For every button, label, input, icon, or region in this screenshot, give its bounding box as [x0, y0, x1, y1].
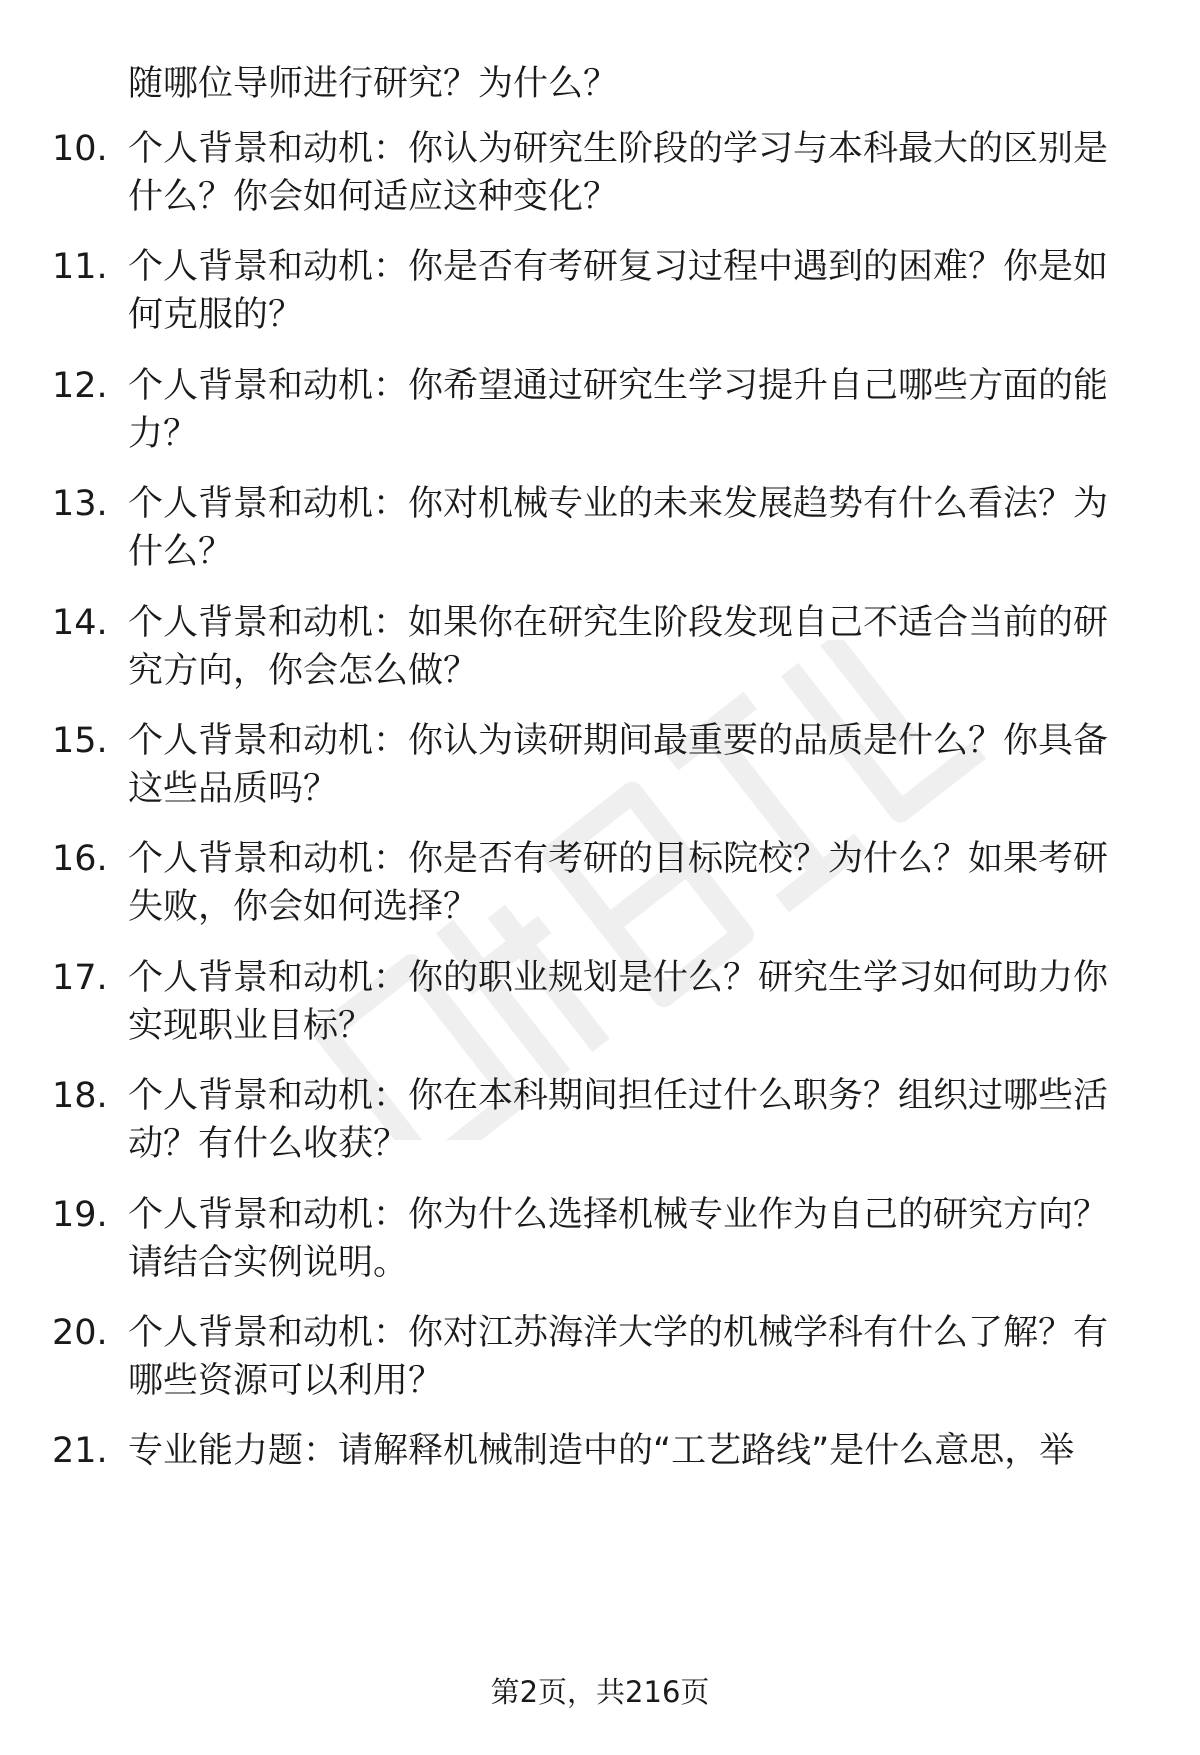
item-number: 19.: [52, 1195, 108, 1235]
item-text-line: 个人背景和动机：你是否有考研的目标院校？为什么？如果考研: [128, 839, 1109, 879]
item-text-line: 实现职业目标？: [128, 1006, 374, 1046]
list-item: [0, 835, 1200, 931]
list-item: [0, 362, 1200, 458]
item-text-line: 个人背景和动机：你在本科期间担任过什么职务？组织过哪些活: [128, 1076, 1109, 1116]
item-text-line: 失败，你会如何选择？: [128, 887, 479, 927]
item-text-line: 个人背景和动机：你对机械专业的未来发展趋势有什么看法？为: [128, 484, 1109, 524]
item-text: [128, 954, 1138, 1050]
item-number: 18.: [52, 1076, 108, 1116]
item-text-line: 专业能力题：请解释机械制造中的“工艺路线”是什么意思，举: [128, 1431, 1075, 1471]
item-text-line: 何克服的？: [128, 295, 304, 335]
list-item: [0, 125, 1200, 221]
item-text-line: 个人背景和动机：你对江苏海洋大学的机械学科有什么了解？有: [128, 1313, 1109, 1353]
item-text-line: 个人背景和动机：如果你在研究生阶段发现自己不适合当前的研: [128, 603, 1109, 643]
item-number: 12.: [52, 366, 108, 406]
item-text-line: 哪些资源可以利用？: [128, 1361, 444, 1401]
item-text: [128, 717, 1138, 813]
item-text-line: 什么？你会如何适应这种变化？: [128, 177, 619, 217]
item-text-line: 究方向，你会怎么做？: [128, 651, 479, 691]
item-text: [128, 1309, 1138, 1405]
item-number: 14.: [52, 603, 108, 643]
item-number: 16.: [52, 839, 108, 879]
item-text-line: 个人背景和动机：你希望通过研究生学习提升自己哪些方面的能: [128, 366, 1109, 406]
list-item: [0, 717, 1200, 813]
item-text-line: 个人背景和动机：你认为读研期间最重要的品质是什么？你具备: [128, 721, 1109, 761]
item-text-line: 动？有什么收获？: [128, 1124, 409, 1164]
item-number: 11.: [52, 247, 108, 287]
item-text: [128, 362, 1138, 458]
list-item: [0, 243, 1200, 339]
item-text-line: 请结合实例说明。: [128, 1243, 409, 1283]
list-item: [0, 954, 1200, 1050]
item-text: [128, 1427, 1138, 1475]
item-number: 17.: [52, 958, 108, 998]
list-item: [0, 1072, 1200, 1168]
item-text-line: 个人背景和动机：你认为研究生阶段的学习与本科最大的区别是: [128, 129, 1109, 169]
item-number: 21.: [52, 1431, 108, 1471]
item-number: 13.: [52, 484, 108, 524]
item-number: 10.: [52, 129, 108, 169]
item-text-line: 什么？: [128, 532, 234, 572]
list-item: [0, 1309, 1200, 1405]
item-text-line: 个人背景和动机：你的职业规划是什么？研究生学习如何助力你: [128, 958, 1109, 998]
item-text: [128, 480, 1138, 576]
item-text: [128, 243, 1138, 339]
item-text: [128, 1072, 1138, 1168]
list-item: [0, 599, 1200, 695]
item-number: 15.: [52, 721, 108, 761]
list-item: [0, 480, 1200, 576]
item-number: 20.: [52, 1313, 108, 1353]
continuation-text: 随哪位导师进行研究？为什么？: [128, 64, 619, 104]
item-text-line: 力？: [128, 414, 199, 454]
list-item: [0, 1191, 1200, 1287]
page-footer: 第2页，共216页: [490, 1675, 710, 1709]
item-text: [128, 1191, 1138, 1287]
list-item: [0, 1427, 1200, 1523]
item-text-line: 个人背景和动机：你是否有考研复习过程中遇到的困难？你是如: [128, 247, 1109, 287]
item-text: [128, 835, 1138, 931]
item-text-line: 个人背景和动机：你为什么选择机械专业作为自己的研究方向？: [128, 1195, 1109, 1235]
item-text: [128, 599, 1138, 695]
item-text: [128, 125, 1138, 221]
item-text-line: 这些品质吗？: [128, 769, 339, 809]
